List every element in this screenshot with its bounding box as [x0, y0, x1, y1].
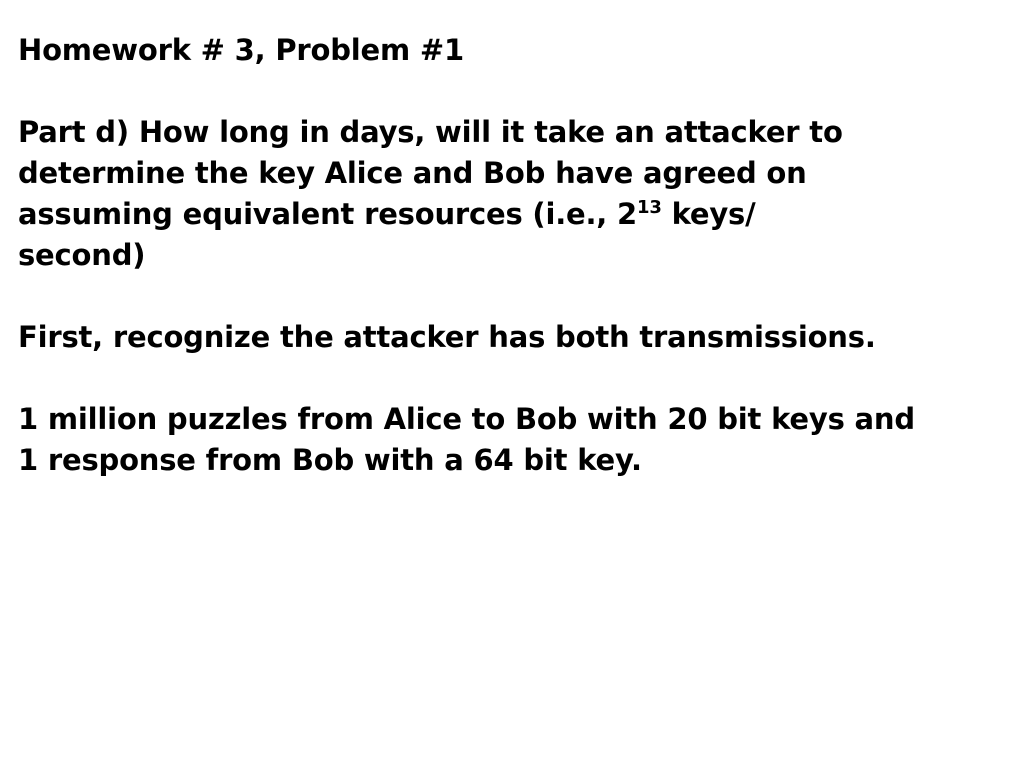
details-paragraph	[18, 399, 1008, 481]
slide-title	[18, 30, 1008, 71]
exponent: 13	[637, 197, 662, 218]
question-line-3	[18, 194, 1008, 235]
details-line-1: 1 million puzzles from Alice to Bob with 20 bit keys and	[18, 402, 915, 436]
question-line-2: determine the key Alice and Bob have agreed on	[18, 156, 807, 190]
slide-content	[18, 30, 1008, 481]
question-line-3-end: keys/	[661, 197, 756, 231]
title-text: Homework # 3, Problem #1	[18, 33, 465, 67]
statement-text: First, recognize the attacker has both transmissions.	[18, 320, 876, 354]
details-line-2: 1 response from Bob with a 64 bit key.	[18, 443, 642, 477]
question-paragraph	[18, 112, 1008, 276]
statement-paragraph	[18, 317, 1008, 358]
question-line-3-start: assuming equivalent resources (i.e., 2	[18, 197, 638, 231]
question-line-1: Part d) How long in days, will it take an attacker to	[18, 115, 843, 149]
question-line-4: second)	[18, 238, 146, 272]
